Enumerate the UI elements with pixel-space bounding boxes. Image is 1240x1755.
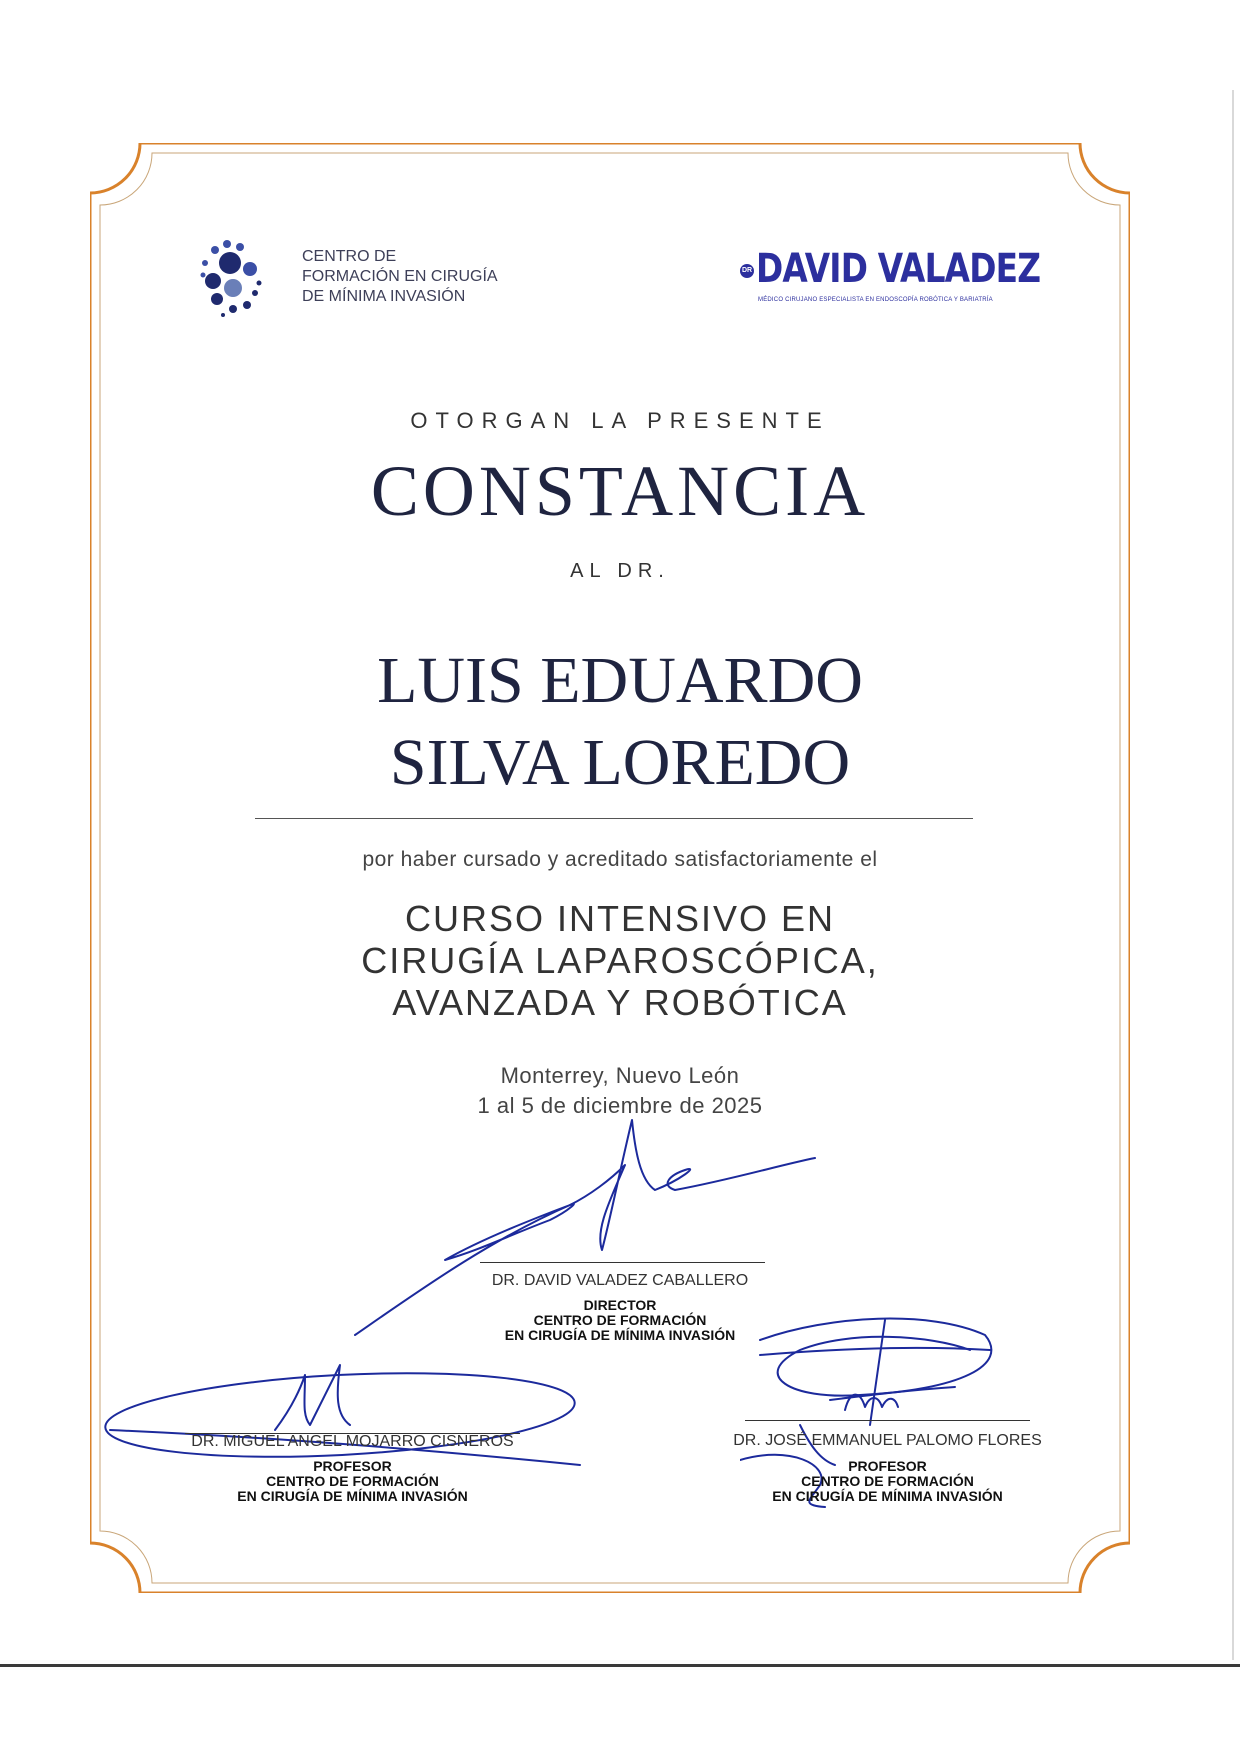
dots-circle-logo-icon — [195, 233, 295, 323]
recipient-prefix: AL DR. — [570, 560, 670, 582]
director-role: DIRECTOR CENTRO DE FORMACIÓN EN CIRUGÍA DE MÍNIMA INVASIÓN — [504, 1297, 736, 1343]
professor-right-signature-line — [745, 1420, 1030, 1421]
professor-right-name: DR. JOSÉ EMMANUEL PALOMO FLORES — [733, 1432, 1042, 1449]
cfci-logo-text: CENTRO DE FORMACIÓN EN CIRUGÍA DE MÍNIMA INVASIÓN — [302, 248, 498, 305]
professor-left-role: PROFESOR CENTRO DE FORMACIÓN EN CIRUGÍA DE MÍNIMA INVASIÓN — [237, 1458, 468, 1504]
certificate-title: CONSTANCIA — [370, 451, 870, 531]
course-title: CURSO INTENSIVO EN CIRUGÍA LAPAROSCÓPICA, AVANZADA Y ROBÓTICA — [361, 898, 879, 1023]
scan-edge-right — [1232, 90, 1234, 1660]
logo-tagline: MÉDICO CIRUJANO ESPECIALISTA EN ENDOSCOPÍA ROBÓTICA Y BARIATRÍA — [758, 297, 993, 303]
director-name: DR. DAVID VALADEZ CABALLERO — [491, 1272, 749, 1289]
professor-right-role: PROFESOR CENTRO DE FORMACIÓN EN CIRUGÍA DE MÍNIMA INVASIÓN — [772, 1458, 1003, 1504]
dr-badge-icon: DR — [740, 264, 754, 278]
david-valadez-logo — [740, 246, 1041, 308]
place-text: Monterrey, Nuevo León — [500, 1063, 740, 1088]
logo-name: DAVID VALADEZ — [756, 246, 1041, 292]
professor-left-name: DR. MIGUEL ANGEL MOJARRO CISNEROS — [191, 1433, 514, 1450]
intro-text: OTORGAN LA PRESENTE — [410, 408, 830, 433]
scan-edge-bottom — [0, 1664, 1240, 1667]
reason-text: por haber cursado y acreditado satisfactoriamente el — [362, 848, 878, 871]
recipient-name: LUIS EDUARDO SILVA LOREDO — [377, 644, 863, 799]
professor-left-signature — [100, 1355, 590, 1475]
date-text: 1 al 5 de diciembre de 2025 — [477, 1093, 763, 1118]
name-underline — [255, 818, 973, 819]
cfci-logo — [195, 233, 525, 323]
director-signature-line — [480, 1262, 765, 1263]
